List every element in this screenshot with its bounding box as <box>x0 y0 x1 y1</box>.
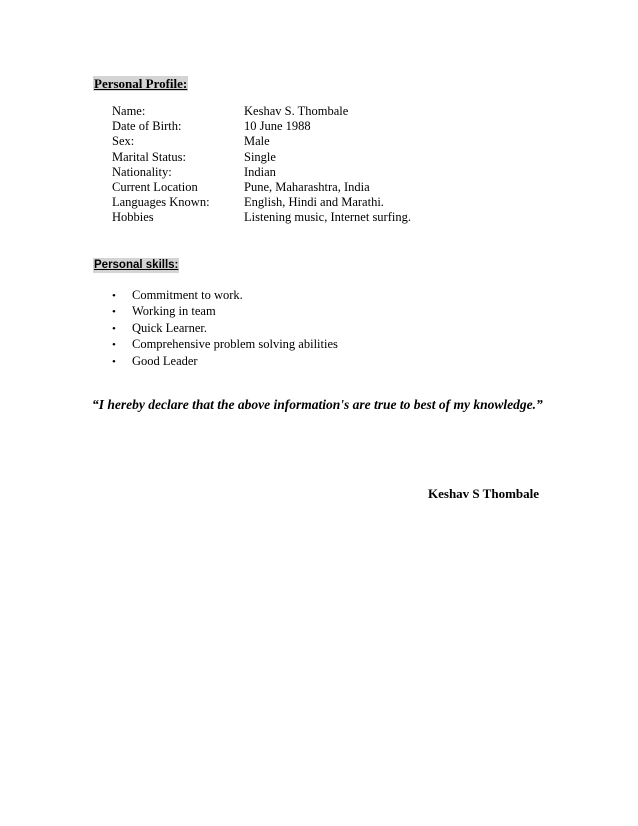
profile-value: 10 June 1988 <box>244 119 311 134</box>
skill-text: Good Leader <box>132 353 198 368</box>
profile-value: Listening music, Internet surfing. <box>244 210 411 225</box>
declaration-statement: “I hereby declare that the above information's are true to best of my knowledge.” <box>92 397 543 412</box>
bullet-icon: • <box>112 322 116 335</box>
bullet-icon: • <box>112 306 116 319</box>
skill-text: Working in team <box>132 304 216 319</box>
profile-row-current-location <box>112 180 411 195</box>
personal-skills-heading: Personal skills: <box>94 259 179 271</box>
personal-profile-heading: Personal Profile: <box>94 76 188 91</box>
profile-label: Date of Birth: <box>112 119 182 134</box>
profile-label: Current Location <box>112 179 198 194</box>
bullet-icon: • <box>112 355 116 368</box>
list-item <box>112 353 338 369</box>
profile-label: Nationality: <box>112 164 172 179</box>
profile-value: Male <box>244 134 270 149</box>
profile-value: Pune, Maharashtra, India <box>244 179 370 194</box>
list-item <box>112 336 338 352</box>
profile-row-marital-status <box>112 150 411 165</box>
profile-row-name <box>112 104 411 119</box>
profile-label: Name: <box>112 104 146 118</box>
profile-value: Single <box>244 149 276 164</box>
profile-value: Indian <box>244 164 276 179</box>
bullet-icon: • <box>112 290 116 302</box>
profile-label: Sex: <box>112 134 135 149</box>
profile-row-languages-known <box>112 195 411 210</box>
skill-text: Comprehensive problem solving abilities <box>132 337 338 352</box>
signature-name: Keshav S Thombale <box>428 486 540 501</box>
profile-label: Marital Status: <box>112 149 186 164</box>
profile-table <box>112 104 411 226</box>
list-item <box>112 320 338 336</box>
skills-list <box>112 287 338 369</box>
profile-value: English, Hindi and Marathi. <box>244 195 384 210</box>
profile-row-sex <box>112 134 411 149</box>
profile-label: Hobbies <box>112 210 154 225</box>
list-item <box>112 287 338 303</box>
bullet-icon: • <box>112 339 116 352</box>
profile-label: Languages Known: <box>112 195 210 210</box>
profile-row-nationality <box>112 165 411 180</box>
skill-text: Commitment to work. <box>132 288 243 302</box>
skill-text: Quick Learner. <box>132 320 207 335</box>
profile-row-hobbies <box>112 210 411 225</box>
profile-value: Keshav S. Thombale <box>244 104 349 118</box>
list-item <box>112 303 338 319</box>
profile-row-date-of-birth <box>112 119 411 134</box>
